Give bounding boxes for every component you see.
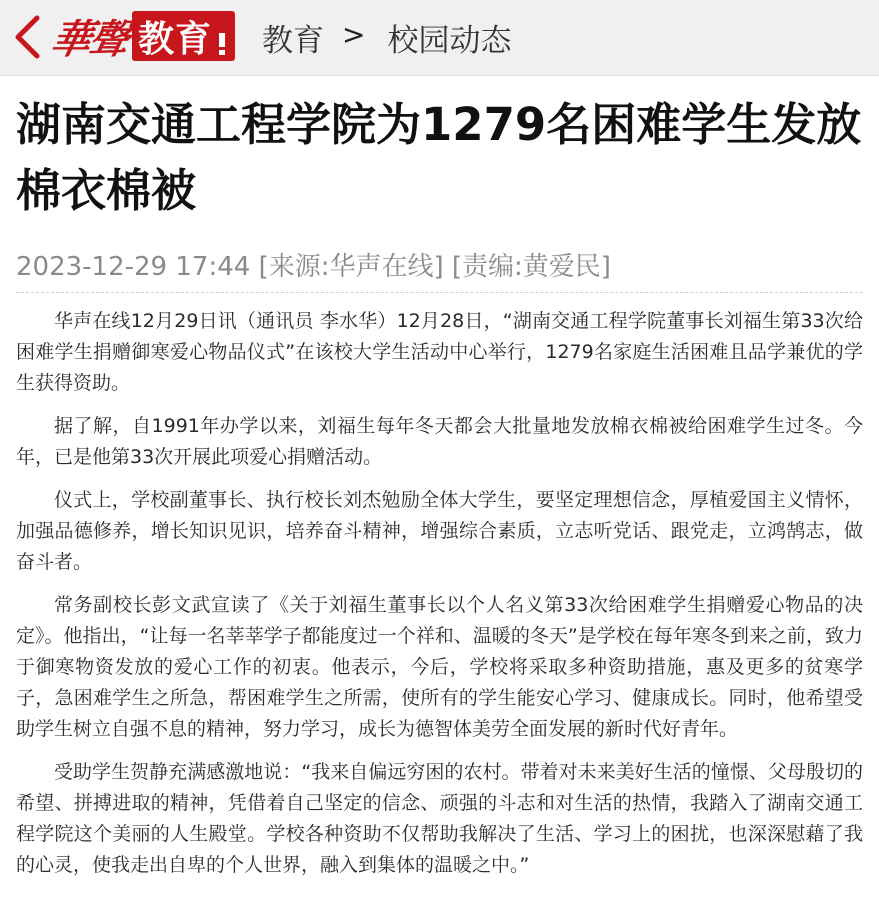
article-paragraph: 华声在线12月29日讯（通讯员 李水华）12月28日，“湖南交通工程学院董事长刘福生第33次给困难学生捐赠御寒爱心物品仪式”在该校大学生活动中心举行，1279名家庭生活困难且品学兼优的学生获得资助。 bbox=[16, 310, 863, 394]
article-body bbox=[16, 306, 863, 893]
breadcrumb-item-campus-news[interactable]: 校园动态 bbox=[387, 22, 512, 59]
chevron-left-icon bbox=[10, 14, 44, 60]
meta-divider bbox=[16, 292, 863, 293]
breadcrumb bbox=[262, 14, 511, 60]
logo-script-text: 華聲 bbox=[46, 15, 133, 63]
breadcrumb-item-education[interactable]: 教育 bbox=[262, 22, 324, 59]
article-editor: [责编:黄爱民] bbox=[451, 252, 611, 282]
publish-datetime: 2023-12-29 17:44 bbox=[16, 252, 251, 282]
logo-mark-icon bbox=[215, 31, 229, 57]
article-paragraph: 据了解，自1991年办学以来，刘福生每年冬天都会大批量地发放棉衣棉被给困难学生过冬。今年，已是他第33次开展此项爱心捐赠活动。 bbox=[16, 415, 863, 468]
article-paragraph: 受助学生贺静充满感激地说：“我来自偏远穷困的农村。带着对未来美好生活的憧憬、父母殷切的希望、拼搏进取的精神，凭借着自己坚定的信念、顽强的斗志和对生活的热情，我踏入了湖南交通工程学院这个美丽的人生殿堂。学校各种资助不仅帮助我解决了生活、学习上的困扰，也深深慰藉了我的心灵，使我走出自卑的个人世界，融入到集体的温暖之中。” bbox=[16, 761, 863, 876]
site-logo[interactable] bbox=[46, 6, 235, 66]
top-navigation-bar bbox=[0, 0, 879, 76]
article-meta bbox=[16, 246, 611, 283]
article-source: [来源:华声在线] bbox=[258, 252, 444, 282]
logo-channel-text: 教育 bbox=[138, 18, 213, 60]
breadcrumb-separator: > bbox=[342, 17, 366, 51]
back-button[interactable] bbox=[10, 14, 44, 60]
article-paragraph: 仪式上，学校副董事长、执行校长刘杰勉励全体大学生，要坚定理想信念，厚植爱国主义情怀，加强品德修养，增长知识见识，培养奋斗精神，增强综合素质，立志听党话、跟党走，立鸿鹄志，做奋斗者。 bbox=[16, 489, 863, 573]
article-paragraph: 常务副校长彭文武宣读了《关于刘福生董事长以个人名义第33次给困难学生捐赠爱心物品的决定》。他指出，“让每一名莘莘学子都能度过一个祥和、温暖的冬天”是学校在每年寒冬到来之前，致力于御寒物资发放的爱心工作的初衷。他表示，今后，学校将采取多种资助措施，惠及更多的贫寒学子，急困难学生之所急，帮困难学生之所需，使所有的学生能安心学习、健康成长。同时，他希望受助学生树立自强不息的精神，努力学习，成长为德智体美劳全面发展的新时代好青年。 bbox=[16, 594, 863, 740]
logo-channel-badge bbox=[132, 11, 235, 61]
article-title: 湖南交通工程学院为1279名困难学生发放棉衣棉被 bbox=[16, 98, 862, 217]
